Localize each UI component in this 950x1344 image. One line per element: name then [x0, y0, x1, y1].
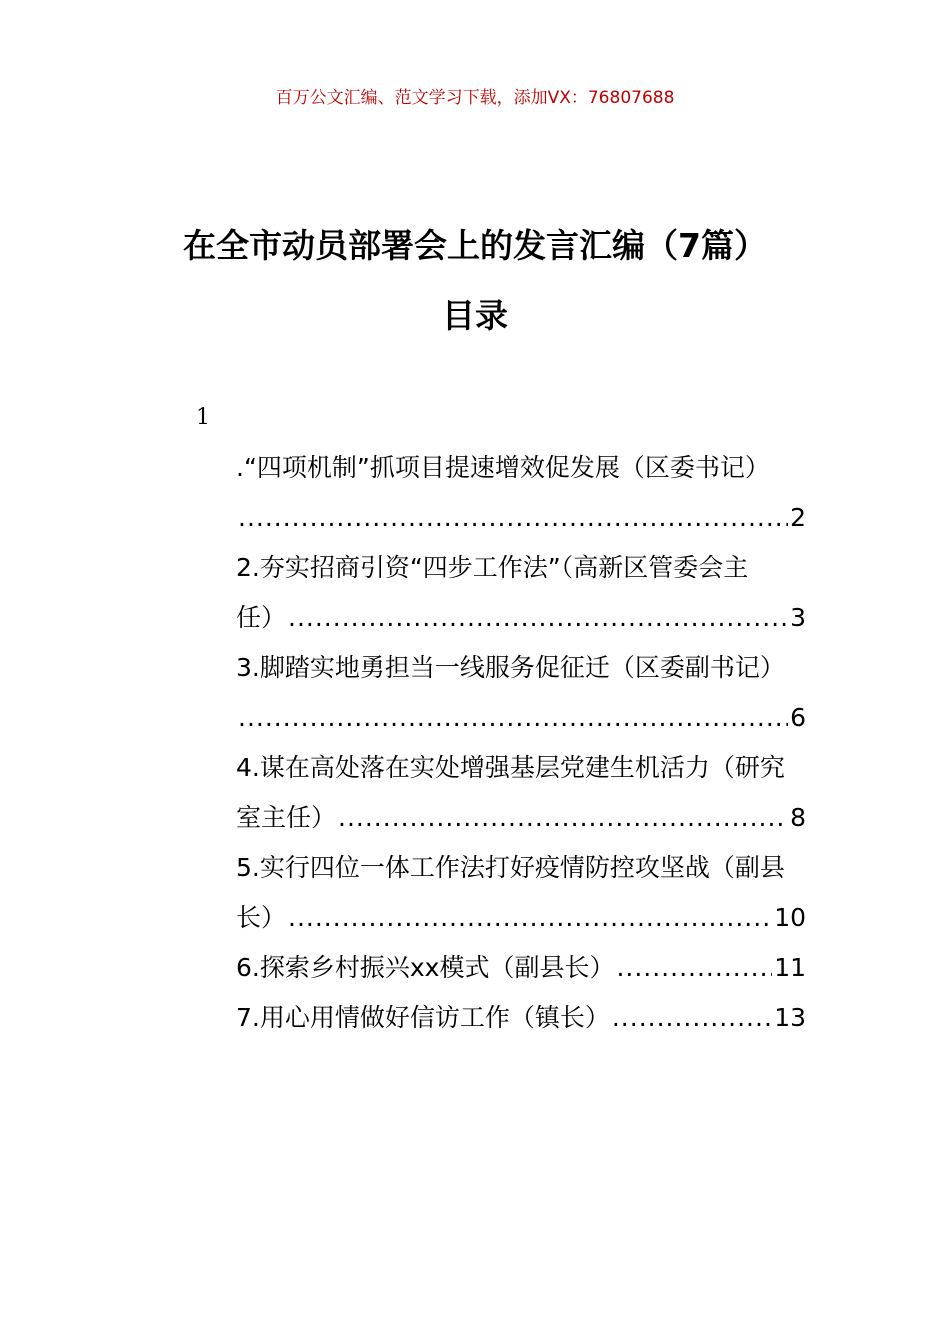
toc-entry-3-line-1[interactable]: [236, 643, 806, 693]
toc-entry-label-cont: 室主任）: [236, 803, 337, 832]
header-note: 百万公文汇编、范文学习下载，添加VX：76807688: [275, 88, 675, 108]
document-title: 在全市动员部署会上的发言汇编（7篇）: [183, 226, 767, 265]
toc-entry-label: 3.脚踏实地勇担当一线服务促征迁（区委副书记）: [236, 653, 785, 682]
toc-entry-6[interactable]: [236, 943, 806, 993]
dot-leader: [288, 893, 772, 943]
toc-entry-4-line-1[interactable]: [236, 743, 806, 793]
toc-page-number: 11: [774, 953, 806, 982]
toc-entry-label-cont: 任）: [236, 603, 287, 632]
toc-entry-5-line-1[interactable]: [236, 843, 806, 893]
toc-entry-1-line-2[interactable]: [236, 493, 806, 543]
toc-entry-3-line-2[interactable]: [236, 693, 806, 743]
toc-entry-label-cont: 长）: [236, 903, 287, 932]
toc-entry-label: .“四项机制”抓项目提速增效促发展（区委书记）: [236, 453, 770, 482]
toc-entry-label: 6.探索乡村振兴xx模式（副县长）: [236, 953, 615, 982]
toc-entry-label: 5.实行四位一体工作法打好疫情防控攻坚战（副县: [236, 853, 785, 882]
toc-entry-2-line-1[interactable]: [236, 543, 806, 593]
stray-number: 1: [196, 405, 210, 430]
toc-page-number: 8: [790, 803, 806, 832]
toc-entry-4-line-2[interactable]: [236, 793, 806, 843]
toc-entry-label: 2.夯实招商引资“四步工作法”（高新区管委会主: [236, 553, 749, 582]
table-of-contents: [236, 443, 806, 1043]
toc-entry-1-line-1[interactable]: [236, 443, 806, 493]
toc-page-number: 2: [790, 503, 806, 532]
toc-page-number: 6: [790, 703, 806, 732]
toc-page-number: 3: [790, 603, 806, 632]
toc-entry-label: 7.用心用情做好信访工作（镇长）: [236, 1003, 610, 1032]
toc-entry-2-line-2[interactable]: [236, 593, 806, 643]
toc-heading: 目录: [442, 296, 508, 335]
dot-leader: [338, 793, 788, 843]
toc-page-number: 13: [774, 1003, 806, 1032]
dot-leader: [616, 943, 772, 993]
toc-entry-5-line-2[interactable]: [236, 893, 806, 943]
toc-entry-label: 4.谋在高处落在实处增强基层党建生机活力（研究: [236, 753, 785, 782]
dot-leader: [238, 693, 788, 743]
dot-leader: [612, 993, 772, 1043]
dot-leader: [238, 493, 788, 543]
dot-leader: [288, 593, 788, 643]
toc-page-number: 10: [774, 903, 806, 932]
toc-entry-7[interactable]: [236, 993, 806, 1043]
